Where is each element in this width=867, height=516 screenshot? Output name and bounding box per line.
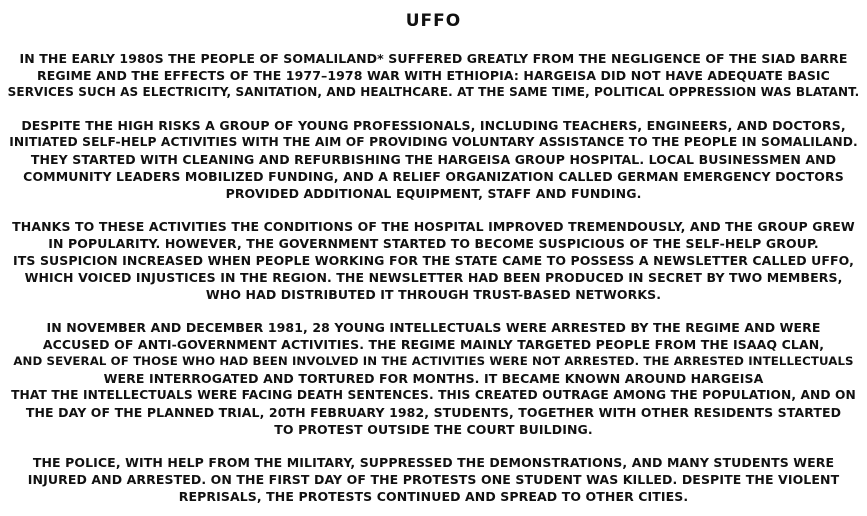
text-line: INJURED AND ARRESTED. ON THE FIRST DAY OF THE PROTESTS ONE STUDENT WAS KILLED. DESPITE THE VIOLENT xyxy=(27,472,840,487)
text-line: INITIATED SELF-HELP ACTIVITIES WITH THE AIM OF PROVIDING VOLUNTARY ASSISTANCE TO THE PEOPLE IN SOMALILAND. xyxy=(9,135,858,149)
paragraph-3 xyxy=(0,218,867,303)
text-line: ITS SUSPICION INCREASED WHEN PEOPLE WORKING FOR THE STATE CAME TO POSSESS A NEWSLETTER CALLED UFFO, xyxy=(13,253,854,268)
text-line: PROVIDED ADDITIONAL EQUIPMENT, STAFF AND FUNDING. xyxy=(225,186,642,201)
text-line: REGIME AND THE EFFECTS OF THE 1977–1978 WAR WITH ETHIOPIA: HARGEISA DID NOT HAVE ADEQUATE BASIC xyxy=(37,68,830,83)
text-line: IN POPULARITY. HOWEVER, THE GOVERNMENT STARTED TO BECOME SUSPICIOUS OF THE SELF-HELP GROUP. xyxy=(48,236,819,251)
text-line: IN NOVEMBER AND DECEMBER 1981, 28 YOUNG INTELLECTUALS WERE ARRESTED BY THE REGIME AND WERE xyxy=(46,320,821,335)
text-line: DESPITE THE HIGH RISKS A GROUP OF YOUNG PROFESSIONALS, INCLUDING TEACHERS, ENGINEERS, AND DOCTORS, xyxy=(21,118,846,133)
text-line: WHICH VOICED INJUSTICES IN THE REGION. THE NEWSLETTER HAD BEEN PRODUCED IN SECRET BY TWO MEMBERS, xyxy=(24,270,843,285)
text-line: ACCUSED OF ANTI-GOVERNMENT ACTIVITIES. THE REGIME MAINLY TARGETED PEOPLE FROM THE ISAAQ CLAN, xyxy=(42,337,825,352)
text-line: IN THE EARLY 1980S THE PEOPLE OF SOMALILAND* SUFFERED GREATLY FROM THE NEGLIGENCE OF THE SIAD BARRE xyxy=(19,51,848,66)
text-line: AND SEVERAL OF THOSE WHO HAD BEEN INVOLVED IN THE ACTIVITIES WERE NOT ARRESTED. THE ARRESTED INTELLECTUALS xyxy=(13,354,854,368)
text-line: COMMUNITY LEADERS MOBILIZED FUNDING, AND A RELIEF ORGANIZATION CALLED GERMAN EMERGENCY DOCTORS xyxy=(23,169,844,184)
paragraph-4 xyxy=(0,319,867,438)
text-line: THE DAY OF THE PLANNED TRIAL, 20TH FEBRUARY 1982, STUDENTS, TOGETHER WITH OTHER RESIDENTS STARTED xyxy=(25,405,842,420)
text-line: THE POLICE, WITH HELP FROM THE MILITARY, SUPPRESSED THE DEMONSTRATIONS, AND MANY STUDENTS WERE xyxy=(32,455,835,470)
paragraph-5 xyxy=(0,454,867,505)
text-line: WERE INTERROGATED AND TORTURED FOR MONTHS. IT BECAME KNOWN AROUND HARGEISA xyxy=(103,371,764,386)
paragraph-2 xyxy=(0,117,867,202)
text-line: WHO HAD DISTRIBUTED IT THROUGH TRUST-BASED NETWORKS. xyxy=(205,287,662,302)
document-title: UFFO xyxy=(405,11,462,31)
text-line: THEY STARTED WITH CLEANING AND REFURBISHING THE HARGEISA GROUP HOSPITAL. LOCAL BUSINESSMEN AND xyxy=(30,152,837,167)
text-line: THAT THE INTELLECTUALS WERE FACING DEATH SENTENCES. THIS CREATED OUTRAGE AMONG THE POPULATION, AND ON xyxy=(11,388,856,402)
paragraph-1 xyxy=(0,50,867,101)
text-line: REPRISALS, THE PROTESTS CONTINUED AND SPREAD TO OTHER CITIES. xyxy=(178,489,689,504)
text-line: TO PROTEST OUTSIDE THE COURT BUILDING. xyxy=(274,422,593,437)
text-line: THANKS TO THESE ACTIVITIES THE CONDITIONS OF THE HOSPITAL IMPROVED TREMENDOUSLY, AND THE GROUP GREW xyxy=(12,219,855,234)
text-line: SERVICES SUCH AS ELECTRICITY, SANITATION, AND HEALTHCARE. AT THE SAME TIME, POLITICAL OPPRESSION WAS BLATANT. xyxy=(7,85,860,99)
